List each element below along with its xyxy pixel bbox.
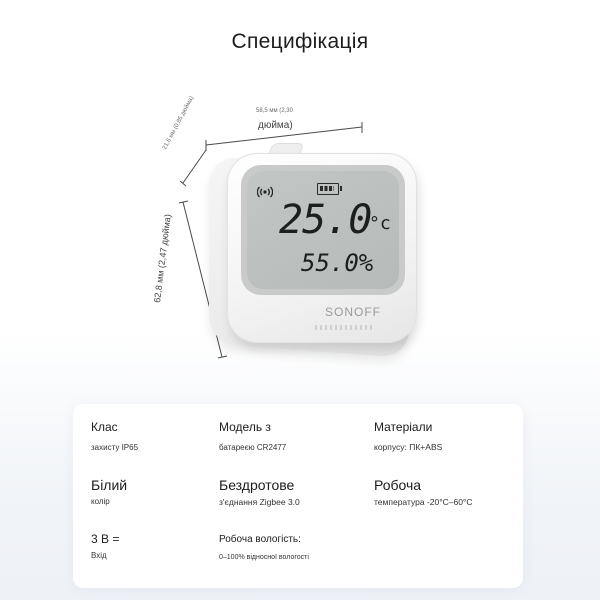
spec-battery-model bbox=[219, 420, 286, 452]
lcd-humidity: 55.0% bbox=[301, 249, 374, 277]
spec-subtitle: 0–100% відносної вологості bbox=[219, 554, 309, 561]
spec-subtitle: батареєю CR2477 bbox=[219, 443, 287, 452]
spec-color bbox=[91, 478, 127, 506]
device-vent bbox=[315, 325, 375, 330]
spec-title: Робоча вологість: bbox=[219, 534, 301, 545]
spec-input-voltage bbox=[91, 532, 119, 560]
spec-subtitle: з'єднання Zigbee 3.0 bbox=[219, 497, 300, 507]
brand-logo: SONOFF bbox=[325, 305, 381, 319]
signal-icon bbox=[257, 185, 273, 199]
dimension-depth: 21,6 мм (0,85 дюйма) bbox=[162, 95, 196, 151]
battery-icon bbox=[317, 183, 339, 195]
spec-title: 3 В = bbox=[91, 532, 120, 546]
spec-operating-humidity bbox=[219, 532, 309, 561]
dimension-width-big: дюйма) bbox=[258, 120, 293, 131]
spec-subtitle: захисту IP65 bbox=[91, 443, 139, 452]
dimension-height: 62,8 мм (2,47 дюйма) bbox=[152, 213, 173, 304]
lcd-temperature: 25.0 bbox=[279, 197, 372, 243]
spec-title: Робоча bbox=[374, 477, 422, 493]
spec-card bbox=[73, 404, 523, 588]
spec-subtitle: температура -20°C–60°C bbox=[374, 497, 473, 507]
spec-subtitle: корпусу: ПК+ABS bbox=[374, 442, 443, 452]
spec-materials bbox=[374, 420, 442, 452]
spec-operating-temp bbox=[374, 478, 472, 507]
spec-title: Матеріали bbox=[374, 420, 433, 434]
spec-title: Білий bbox=[91, 477, 128, 493]
dimension-width-small: 58,5 мм (2,30 bbox=[256, 108, 293, 114]
spec-title: Клас bbox=[91, 420, 118, 434]
spec-title: Бездротове bbox=[219, 477, 295, 493]
page-title: Специфікація bbox=[231, 30, 369, 53]
spec-ip-rating bbox=[91, 420, 138, 452]
sensor-device bbox=[205, 135, 425, 365]
spec-title: Модель з bbox=[219, 420, 271, 434]
spec-wireless bbox=[219, 478, 300, 507]
spec-subtitle: Вхід bbox=[91, 551, 107, 560]
spec-subtitle: колір bbox=[91, 497, 110, 506]
lcd-temperature-unit: °c bbox=[369, 213, 391, 234]
